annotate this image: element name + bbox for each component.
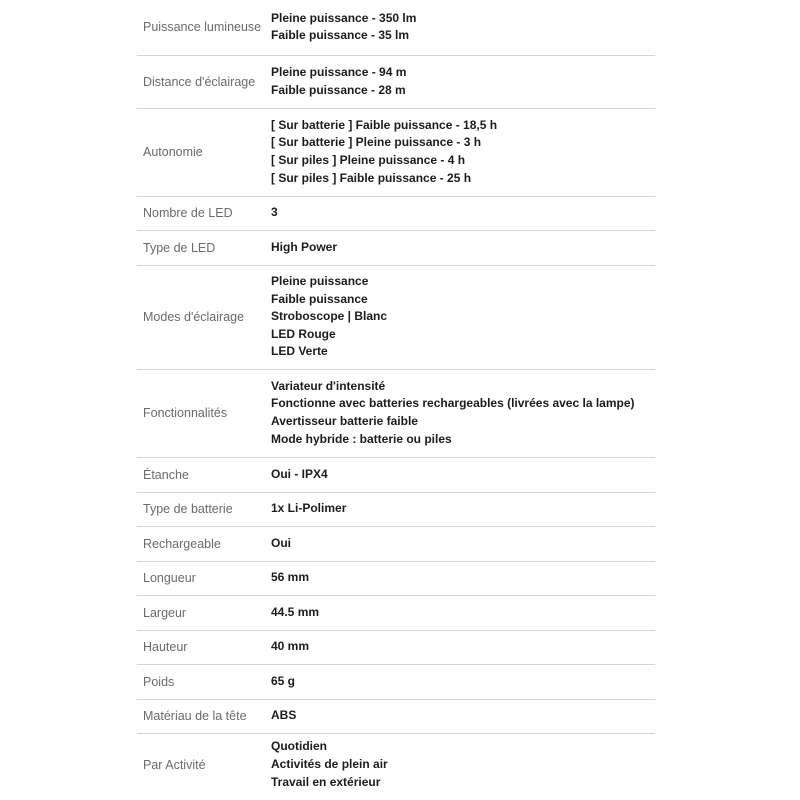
spec-value-line: [ Sur piles ] Faible puissance - 25 h — [271, 170, 472, 185]
spec-value-line: Avertisseur batterie faible — [271, 414, 418, 428]
spec-row — [137, 196, 655, 230]
spec-row — [137, 265, 655, 369]
spec-value — [271, 733, 655, 796]
spec-value-line: Faible puissance - 28 m — [271, 82, 406, 97]
spec-row — [137, 561, 655, 595]
spec-value — [271, 492, 655, 526]
spec-row — [137, 108, 655, 196]
spec-value — [271, 699, 655, 733]
spec-value-line: Mode hybride : batterie ou piles — [271, 431, 452, 446]
spec-value-line: [ Sur batterie ] Pleine puissance - 3 h — [271, 135, 482, 150]
spec-row — [137, 55, 655, 108]
spec-value-line: Faible puissance - 35 lm — [271, 28, 410, 43]
spec-value-line: Variateur d'intensité — [271, 378, 386, 393]
spec-value-line: Pleine puissance — [271, 274, 369, 289]
spec-value-line: 1x Li-Polimer — [271, 501, 347, 516]
spec-value-line: 40 mm — [271, 639, 310, 654]
spec-value — [271, 196, 655, 230]
spec-label: Rechargeable — [137, 526, 271, 561]
spec-value-line: 65 g — [271, 673, 296, 688]
spec-value-line: Fonctionne avec batteries rechargeables (livrées avec la lampe) — [271, 396, 635, 411]
spec-label: Modes d'éclairage — [137, 265, 271, 369]
spec-row — [137, 699, 655, 733]
spec-row — [137, 0, 655, 55]
spec-value-line: Pleine puissance - 94 m — [271, 64, 407, 79]
spec-value — [271, 630, 655, 664]
spec-value-line: 56 mm — [271, 570, 310, 585]
spec-label: Puissance lumineuse — [137, 0, 271, 55]
spec-label: Type de batterie — [137, 492, 271, 526]
spec-value — [271, 55, 655, 108]
spec-row — [137, 230, 655, 265]
spec-row — [137, 595, 655, 630]
spec-row — [137, 733, 655, 796]
spec-value-line: ABS — [271, 708, 297, 723]
spec-label: Par Activité — [143, 757, 206, 772]
spec-row — [137, 457, 655, 492]
spec-value — [271, 526, 655, 561]
spec-row — [137, 526, 655, 561]
spec-value-line: LED Rouge — [271, 326, 336, 341]
spec-label: Matériau de la tête — [137, 699, 271, 733]
spec-row — [137, 369, 655, 457]
spec-label: Distance d'éclairage — [137, 55, 271, 108]
spec-table-body — [137, 0, 655, 796]
spec-label: Largeur — [137, 595, 271, 630]
spec-value — [271, 369, 655, 457]
spec-value-line: Pleine puissance - 350 lm — [271, 10, 417, 25]
spec-value-line: Quotidien — [271, 739, 327, 754]
spec-value-line: Oui — [271, 535, 291, 550]
spec-value — [271, 595, 655, 630]
spec-value — [271, 108, 655, 196]
spec-value-line: 3 — [271, 205, 278, 220]
spec-value-line: High Power — [271, 239, 338, 254]
spec-label: Longueur — [137, 561, 271, 595]
spec-label: Autonomie — [137, 108, 271, 196]
spec-label: Fonctionnalités — [137, 369, 271, 457]
spec-value-line: Faible puissance — [271, 291, 368, 306]
spec-value-line: LED Verte — [271, 344, 328, 359]
spec-label: Étanche — [137, 457, 271, 492]
spec-row — [137, 664, 655, 699]
spec-table — [137, 0, 655, 796]
spec-value — [271, 561, 655, 595]
spec-value-line: Activités de plein air — [271, 756, 388, 771]
spec-value — [271, 457, 655, 492]
spec-value — [271, 0, 655, 55]
spec-value-line: [ Sur batterie ] Faible puissance - 18,5 h — [271, 117, 498, 132]
spec-value — [271, 664, 655, 699]
spec-value — [271, 265, 655, 369]
spec-label: Nombre de LED — [137, 196, 271, 230]
spec-row — [137, 630, 655, 664]
spec-value-line: Stroboscope | Blanc — [271, 309, 388, 324]
spec-value — [271, 230, 655, 265]
spec-row — [137, 492, 655, 526]
spec-label: Hauteur — [137, 630, 271, 664]
spec-value-line: 44.5 mm — [271, 604, 320, 619]
spec-value-line: [ Sur piles ] Pleine puissance - 4 h — [271, 153, 466, 167]
spec-value-line: Oui - IPX4 — [271, 466, 328, 481]
spec-label: Type de LED — [137, 230, 271, 265]
spec-value-line: Travail en extérieur — [271, 774, 381, 789]
spec-label: Poids — [137, 664, 271, 699]
